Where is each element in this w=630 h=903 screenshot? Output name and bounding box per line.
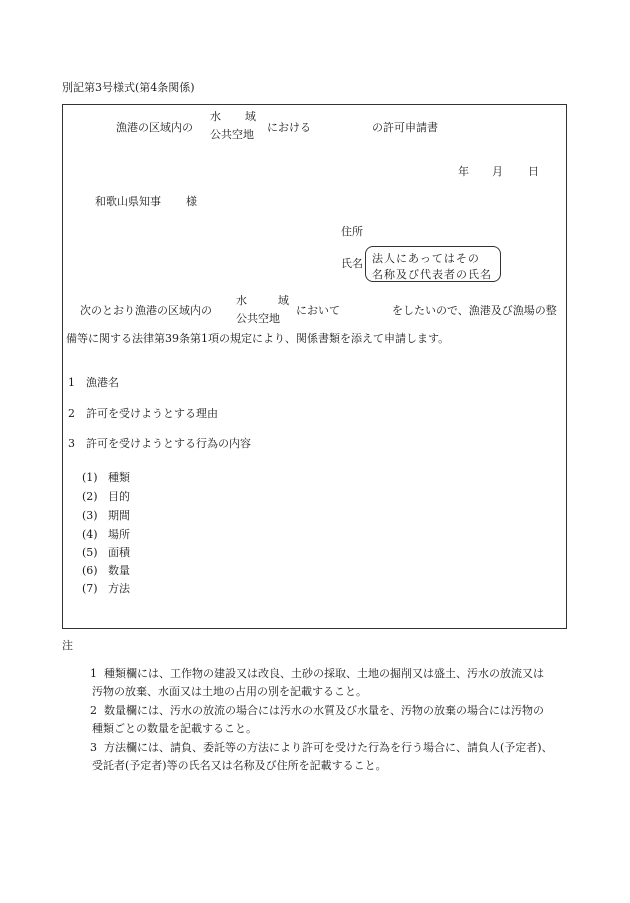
body-line2: 備等に関する法律第39条第1項の規定により、関係書類を添えて申請します。 [66,332,450,345]
date-month: 月 [492,165,503,178]
title-suffix: の許可申請書 [372,121,438,134]
addressee-name: 和歌山県知事 [95,195,161,208]
title-option-bottom: 公共空地 [210,128,254,141]
date-year: 年 [458,165,469,178]
form-frame [62,104,567,629]
sub-item-4-label: 場所 [108,528,130,541]
date-day: 日 [528,165,539,178]
sub-item-6-label: 数量 [108,564,130,577]
body-prefix: 次のとおり漁港の区域内の [80,304,212,317]
sub-item-7-label: 方法 [108,582,130,595]
sub-item-3-label: 期間 [108,509,130,522]
item-2-label: 許可を受けようとする理由 [86,407,218,420]
item-3-num: 3 [68,437,75,450]
title-prefix: 漁港の区域内の [116,121,193,134]
title-option-top-a: 水 [210,110,221,123]
address-label: 住所 [341,225,363,238]
body-option-top-a: 水 [236,294,247,307]
item-3-label: 許可を受けようとする行為の内容 [86,437,251,450]
note-2-line2: 種類ごとの数量を記載すること。 [92,722,257,735]
note-2-num: 2 [90,704,97,717]
sub-item-4-num: (4) [82,528,98,541]
note-1-line2: 汚物の放棄、水面又は土地の占用の別を記載すること。 [92,685,367,698]
title-option-top-b: 域 [245,110,256,123]
body-option-top-b: 域 [278,294,289,307]
body-option-bottom: 公共空地 [236,312,280,325]
item-2-num: 2 [68,407,75,420]
notes-heading: 注 [62,639,73,652]
name-note-line1: 法人にあってはその [372,252,480,265]
note-2-line1: 数量欄には、汚水の放流の場合には汚水の水質及び水量を、汚物の放棄の場合には汚物の [104,704,544,717]
name-note-line2: 名称及び代表者の氏名 [372,268,492,281]
note-3-line2: 受託者(予定者)等の氏名又は名称及び住所を記載すること。 [92,759,387,772]
note-1-num: 1 [90,667,97,680]
name-label: 氏名 [341,257,363,270]
addressee-honorific: 様 [186,195,197,208]
sub-item-5-num: (5) [82,546,98,559]
sub-item-6-num: (6) [82,564,98,577]
note-3-line1: 方法欄には、請負、委託等の方法により許可を受けた行為を行う場合に、請負人(予定者)、 [104,741,553,754]
sub-item-2-label: 目的 [108,490,130,503]
sub-item-5-label: 面積 [108,546,130,559]
note-1-line1: 種類欄には、工作物の建設又は改良、土砂の採取、土地の掘削又は盛土、汚水の放流又は [104,667,544,680]
item-1-label: 漁港名 [86,376,119,389]
item-1-num: 1 [68,376,75,389]
sub-item-7-num: (7) [82,582,98,595]
body-middle: において [296,304,340,317]
sub-item-1-num: (1) [82,471,98,484]
note-3-num: 3 [90,741,97,754]
body-suffix: をしたいので、漁港及び漁場の整 [392,304,557,317]
form-label: 別記第3号様式(第4条関係) [62,81,195,94]
sub-item-2-num: (2) [82,490,98,503]
title-middle: における [267,121,311,134]
sub-item-1-label: 種類 [108,471,130,484]
sub-item-3-num: (3) [82,509,98,522]
